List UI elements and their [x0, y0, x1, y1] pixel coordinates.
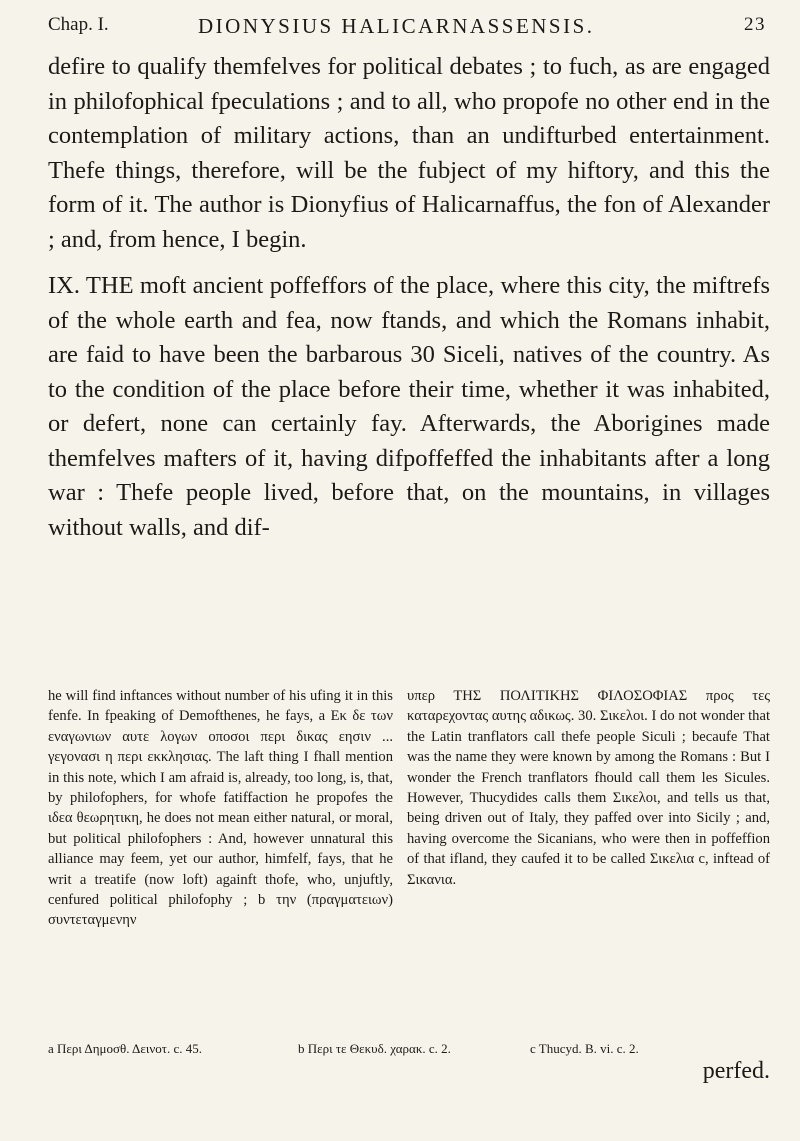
catchword: perfed.: [702, 1058, 770, 1084]
section-ix-paragraph: IX. THE moft ancient poffeffors of the place, where this city, the miftrefs of the whole earth and fea, now ftands, and which the Romans inhabit, are faid to have been the barbarous 30 Siceli, natives of the country. As to the condition of the place before their time, whether it was inhabited, or defert, none can certainly fay. Afterwards, the Aborigines made themfelves mafters of it, having difpoffeffed the inhabitants after a long war : Thefe people lived, before that, on the mountains, in villages without walls, and dif-: [48, 272, 770, 541]
footnote-right-text: υπερ ΤΗΣ ΠΟΛΙΤΙΚΗΣ ΦΙΛΟΣΟΦΙΑΣ προς τες καταρεχοντας αυτης αδικως. 30. Σικελοι. I do not wonder that the Latin tranflators call thefe people Siculi ; becaufe That was the name they were known by among the Romans : But I wonder the French tranflators fhould call them les Sicules. However, Thucydides calls them Σικελοι, and tells us that, being driven out of Italy, they paffed over into Sicily ; and, having overcome the Sicanians, who were then in poffeffion of that ifland, they caufed it to be called Σικελια c, inftead of Σικανια.: [407, 688, 770, 888]
reference-a: a Περι Δημοσθ. Δεινοτ. c. 45.: [48, 1041, 202, 1056]
running-title: DIONYSIUS HALICARNASSENSIS.: [198, 14, 595, 38]
footnote-left-text: he will find inftances without number of his ufing it in this fenfe. In fpeaking of Demofthenes, he fays, a Εκ δε των εναγωνιων αυτε λογων οποσοι περι δικας εησιν ... γεγονασι η περι εκκλησιας. The laft thing I fhall mention in this note, which I am afraid is, already, too long, is, that, by philofophers, for whofe fatiffaction he propofes the ιδεα θεωρητικη, he does not mean either natural, or moral, but political philofophers : And, however unnatural this alliance may feem, yet our author, himfelf, fays, that he writ a treatife (now loft) againft thofe, who, unjuftly, cenfured political philofophy ; b την (πραγματειων) συντεταγμενην: [48, 688, 393, 929]
running-header: [48, 14, 770, 44]
reference-c: c Thucyd. B. vi. c. 2.: [530, 1041, 639, 1056]
footnote-column-right: [407, 686, 770, 890]
paragraph-continuation: defire to qualify themfelves for political debates ; to fuch, as are engaged in philofophical fpeculations ; and to all, who propofe no other end in the contemplation of military actions, than an undifturbed entertainment. Thefe things, therefore, will be the fubject of my hiftory, and this the form of it. The author is Dionyfius of Halicarnaffus, the fon of Alexander ; and, from hence, I begin.: [48, 53, 770, 253]
footnote-column-left: [48, 686, 393, 931]
chapter-label: Chap. I.: [48, 14, 109, 35]
page-number: 23: [744, 14, 766, 35]
main-text: [48, 50, 770, 545]
reference-b: b Περι τε Θεκυδ. χαρακ. c. 2.: [298, 1041, 451, 1056]
